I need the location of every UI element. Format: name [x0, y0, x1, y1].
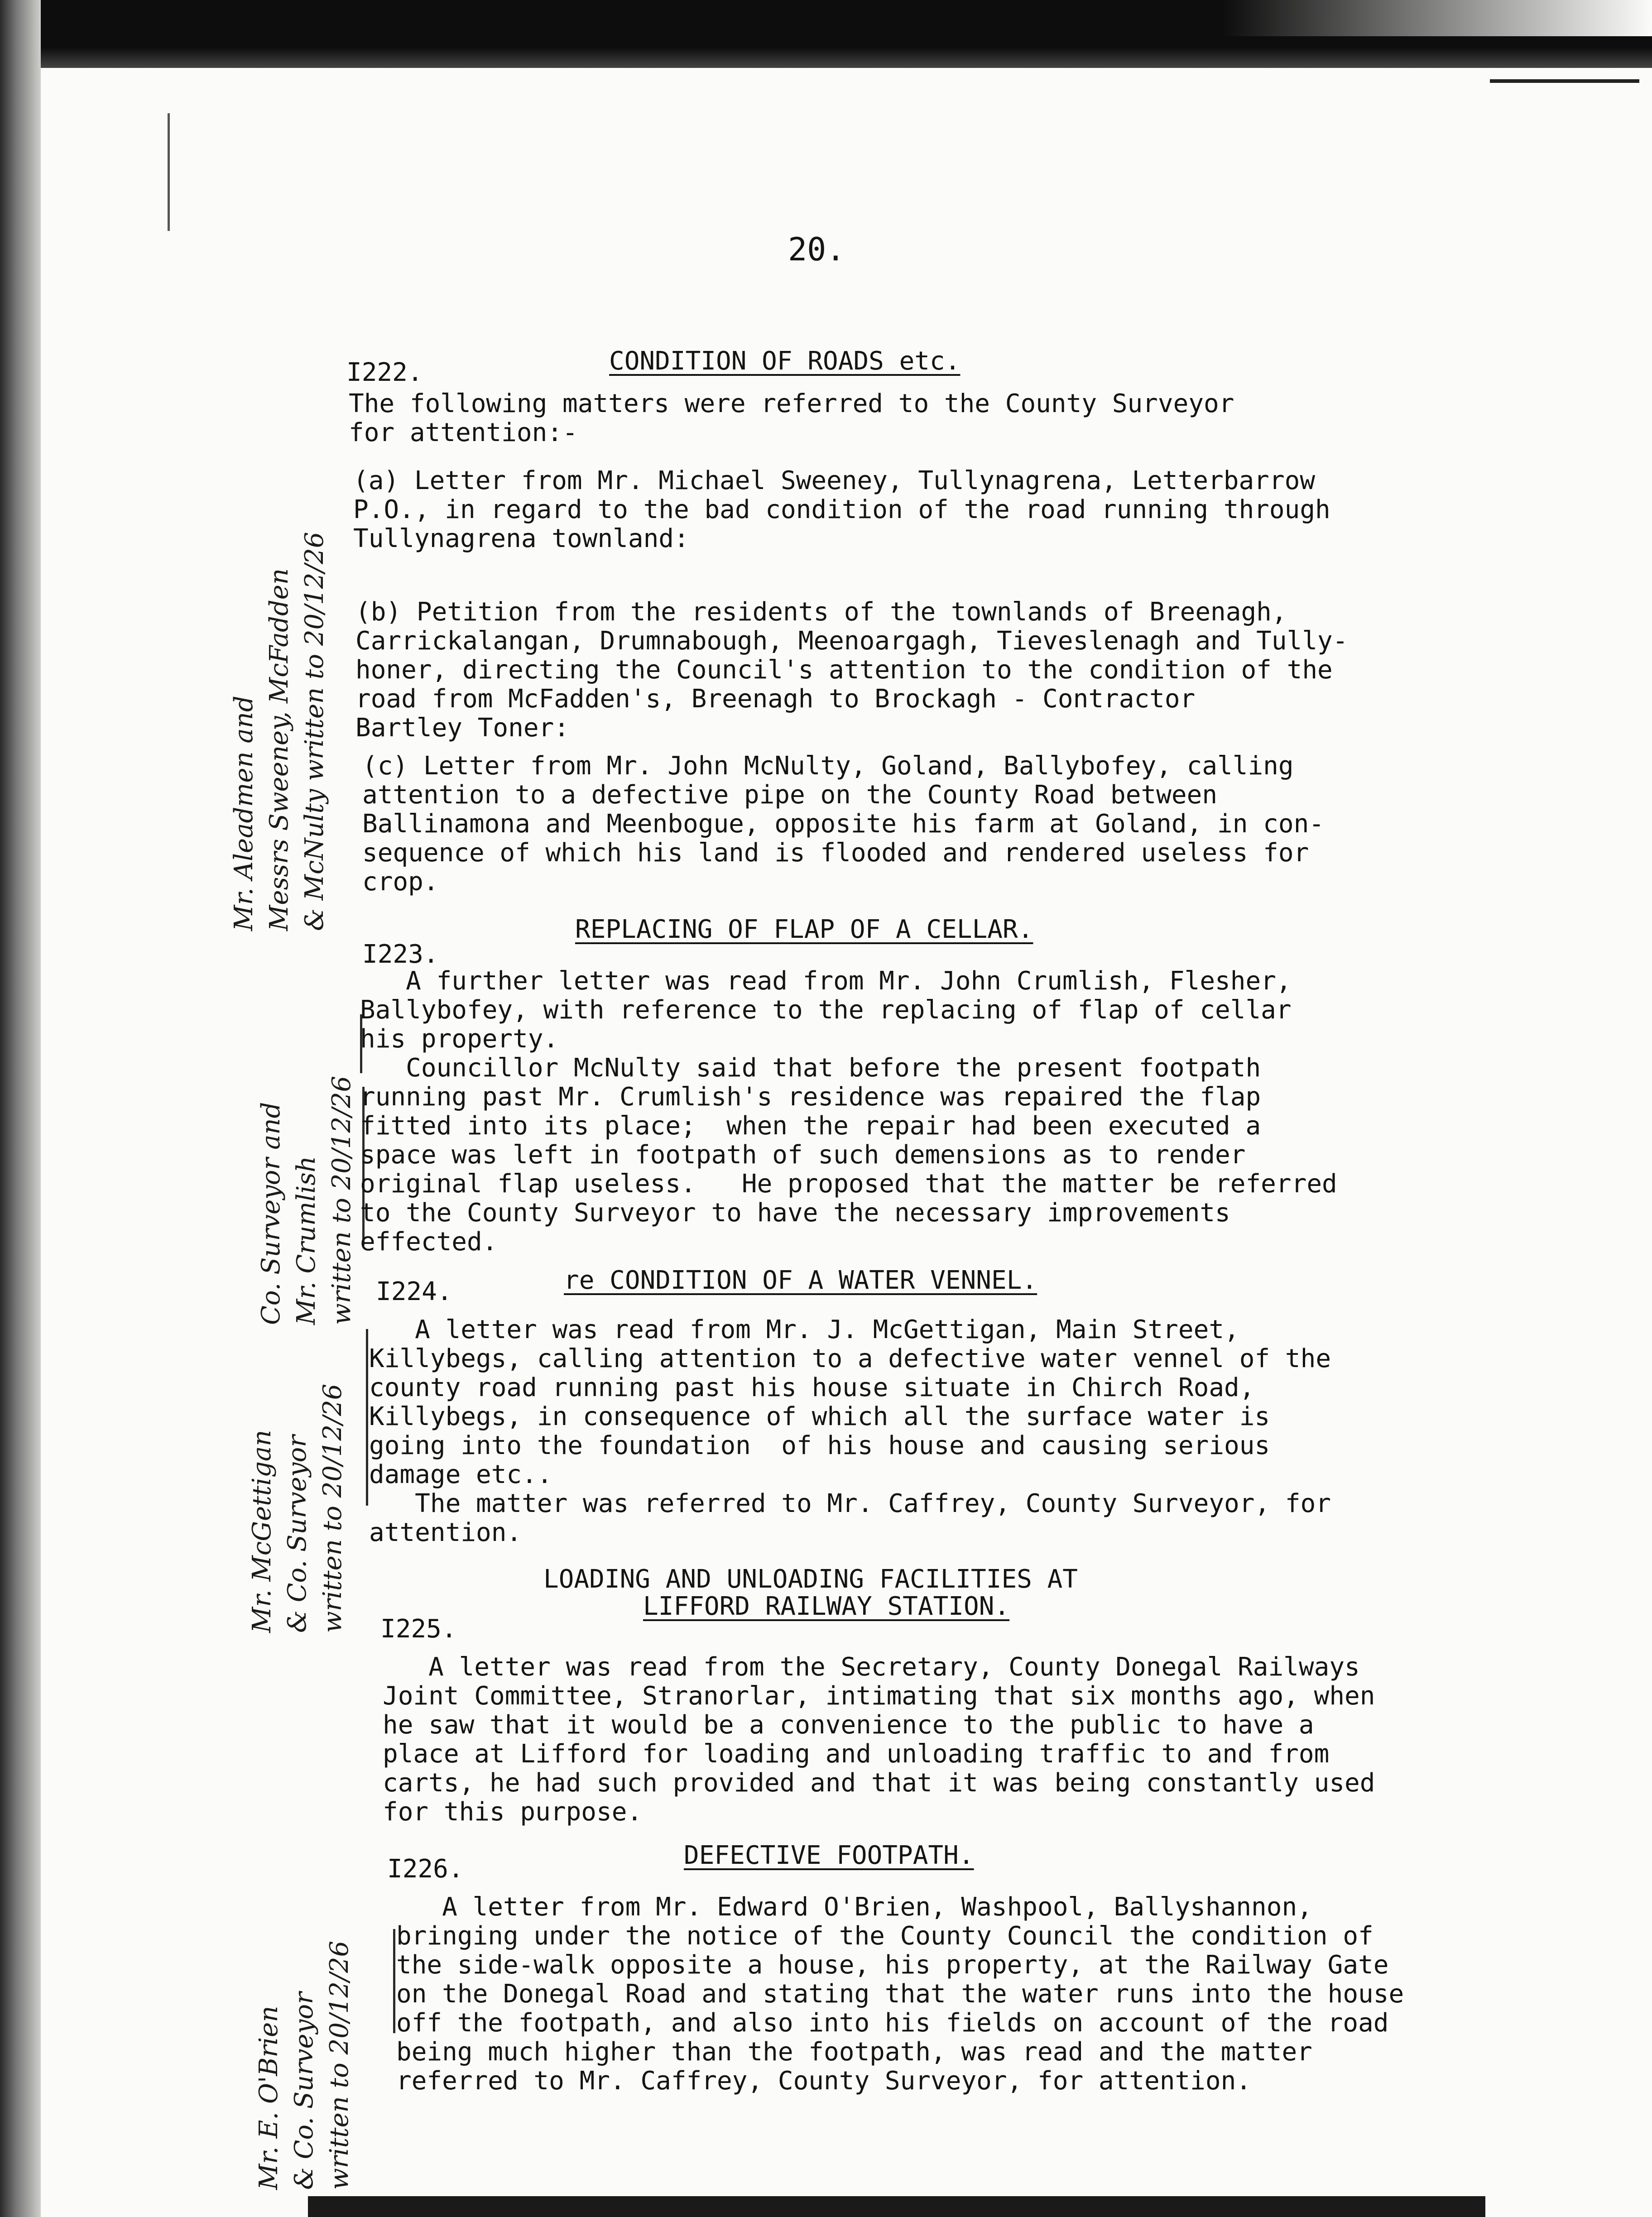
- item-paragraph: A letter was read from the Secretary, County Donegal Railways Joint Committee, Stranorlar, intimating that six months ago, when he saw that it would be a convenience to the public to have a place at Lifford for loading and unloading traffic to and from carts, he had such provided and that it was being constantly used for this purpose.: [383, 1652, 1375, 1827]
- scan-left-line: [168, 113, 170, 231]
- scan-bottom-border: [308, 2196, 1485, 2217]
- item-heading-line2: LIFFORD RAILWAY STATION.: [643, 1592, 1010, 1621]
- item-paragraph: A letter from Mr. Edward O'Brien, Washpool, Ballyshannon, bringing under the notice of the County Council the condition of the side-walk opposite a house, his property, at the Railway Gate on the Donegal Road and stating that the water runs into the house off the footpath, and also into his fields on account of the road being much higher than the footpath, was read and the matter referred to Mr. Caffrey, County Surveyor, for attention.: [396, 1892, 1404, 2096]
- item-paragraph: A letter was read from Mr. J. McGettigan, Main Street, Killybegs, calling attention to a defective water vennel of the county road running past his house situate in Chirch Road, Killybegs, in consequence of which all the surface water is going into the foundation of his house and causing serious damage etc.. The matter was referred to Mr. Caffrey, County Surveyor, for attention.: [369, 1315, 1331, 1547]
- margin-bracket: [366, 1329, 368, 1506]
- item-number: I225.: [380, 1614, 457, 1644]
- item-paragraph: A further letter was read from Mr. John Crumlish, Flesher, Ballybofey, with reference to the replacing of flap of cellar his property. Councillor McNulty said that before the present footpath running past Mr. Crumlish's residence was repaired the flap fitted into its place; when the repair had been executed a space was left in footpath of such demensions as to render original flap useless. He proposed that the matter be referred to the County Surveyor to have the necessary improvements effected.: [360, 966, 1337, 1257]
- item-heading: CONDITION OF ROADS etc.: [609, 346, 960, 376]
- item-number: I223.: [362, 940, 439, 969]
- scan-top-border-fade: [1223, 0, 1652, 36]
- item-heading: DEFECTIVE FOOTPATH.: [684, 1841, 974, 1870]
- item-heading: re CONDITION OF A WATER VENNEL.: [564, 1266, 1037, 1295]
- handwritten-margin-note: Mr. Aleadmen and Messrs Sweeney, McFadden & McNulty written to 20/12/26: [229, 532, 329, 931]
- margin-bracket: [393, 1929, 395, 2033]
- item-number: I226.: [387, 1854, 464, 1884]
- handwritten-margin-note: Mr. McGettigan & Co. Surveyor written to 20/12/26: [247, 1383, 347, 1633]
- page-number: 20.: [788, 231, 845, 268]
- item-paragraph: (a) Letter from Mr. Michael Sweeney, Tullynagrena, Letterbarrow P.O., in regard to the bad condition of the road running through Tullynagrena townland:: [353, 466, 1330, 553]
- item-number: I222.: [346, 358, 423, 387]
- item-paragraph: (c) Letter from Mr. John McNulty, Goland, Ballybofey, calling attention to a defective pipe on the County Road between Ballinamona and Meenbogue, opposite his farm at Goland, in con- sequence of which his land is flooded and rendered useless for crop.: [362, 751, 1325, 897]
- item-paragraph: (b) Petition from the residents of the townlands of Breenagh, Carrickalangan, Drumnabough, Meenoargagh, Tieveslenagh and Tully- honer, directing the Council's attention to the condition of the road from McFadden's, Breenagh to Brockagh - Contractor Bartley Toner:: [355, 597, 1348, 743]
- handwritten-margin-note: Mr. E. O'Brien & Co. Surveyor written to 20/12/26: [254, 1940, 354, 2190]
- item-heading: LOADING AND UNLOADING FACILITIES AT: [543, 1564, 1078, 1594]
- item-heading: REPLACING OF FLAP OF A CELLAR.: [575, 915, 1033, 944]
- item-number: I224.: [376, 1277, 452, 1306]
- item-paragraph: The following matters were referred to the County Surveyor for attention:-: [349, 389, 1234, 447]
- scan-left-edge: [0, 0, 41, 2217]
- scan-corner-mark: [1490, 79, 1639, 83]
- handwritten-margin-note: Co. Surveyor and Mr. Crumlish written to 20/12/26: [256, 1075, 356, 1325]
